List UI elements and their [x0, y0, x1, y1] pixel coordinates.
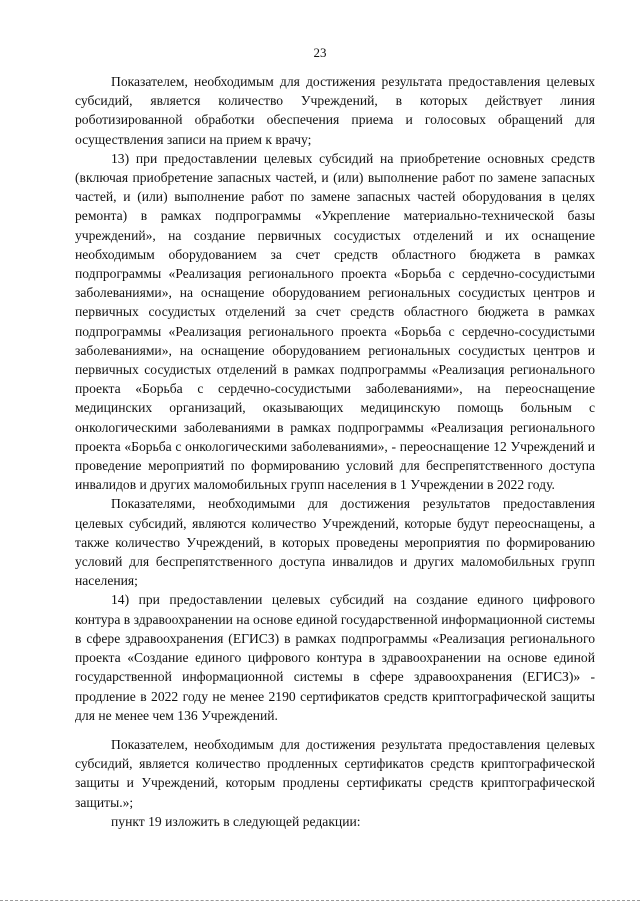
page-bottom-border [0, 900, 640, 901]
paragraph-indicator-certificates: Показателем, необходимым для достижения результата предоставления целевых субсидий, является количество продленных сертификатов средств криптографической защиты и Учреждений, которым продлены сертификаты средств криптографической защиты.»; [75, 736, 595, 810]
paragraph-point-19: пункт 19 изложить в следующей редакции: [111, 813, 361, 829]
paragraph-item-14: 14) при предоставлении целевых субсидий на создание единого цифрового контура в здравоохранении на основе единой государственной информационной системы в сфере здравоохранения (ЕГИСЗ) в рамках подпрограммы «Реализация регионального проекта «Создание единого цифрового контура в здравоохранении на основе единой государственной информационной системы в сфере здравоохранения (ЕГИСЗ)» - продление в 2022 году не менее 2190 сертификатов средств криптографической защиты для не менее чем 136 Учреждений. [75, 592, 595, 723]
paragraph-indicator-call-line: Показателем, необходимым для достижения результата предоставления целевых субсидий, является количество Учреждений, в которых действует линия роботизированной обработки обеспечения приема и голосовых обращений для осуществления записи на прием к врачу; [75, 74, 595, 147]
page-number: 23 [313, 45, 327, 60]
document-body [75, 72, 595, 831]
paragraph-indicators-reequipment: Показателями, необходимыми для достижения результатов предоставления целевых субсидий, являются количество Учреждений, которые будут переоснащены, а также количество Учреждений, в которых проведены мероприятия по формированию условий для беспрепятственного доступа инвалидов и других маломобильных групп населения; [75, 496, 595, 589]
paragraph-item-13: 13) при предоставлении целевых субсидий на приобретение основных средств (включая приобретение запасных частей, и (или) выполнение работ по замене запасных частей, и (или) выполнение работ по замене запасных частей оборудования в целях ремонта) в рамках подпрограммы «Укрепление материально-технической базы учреждений», на создание первичных сосудистых отделений и их оснащение необходимым оборудованием за счет средств областного бюджета в рамках подпрограммы «Реализация регионального проекта «Борьба с сердечно-сосудистыми заболеваниями», на оснащение оборудованием региональных сосудистых центров и первичных сосудистых отделений за счет средств областного бюджета в рамках подпрограммы «Реализация регионального проекта «Борьба с сердечно-сосудистыми заболеваниями», на оснащение оборудованием региональных сосудистых центров и первичных сосудистых отделений в рамках подпрограммы «Реализация регионального проекта «Борьба с сердечно-сосудистыми заболеваниями», на переоснащение медицинских организаций, оказывающих медицинскую помощь больным с онкологическими заболеваниями в рамках подпрограммы «Реализация регионального проекта «Борьба с онкологическими заболеваниями», - переоснащение 12 Учреждений и проведение мероприятий по формированию условий для беспрепятственного доступа инвалидов и других маломобильных групп населения в 1 Учреждении в 2022 году. [75, 150, 595, 493]
